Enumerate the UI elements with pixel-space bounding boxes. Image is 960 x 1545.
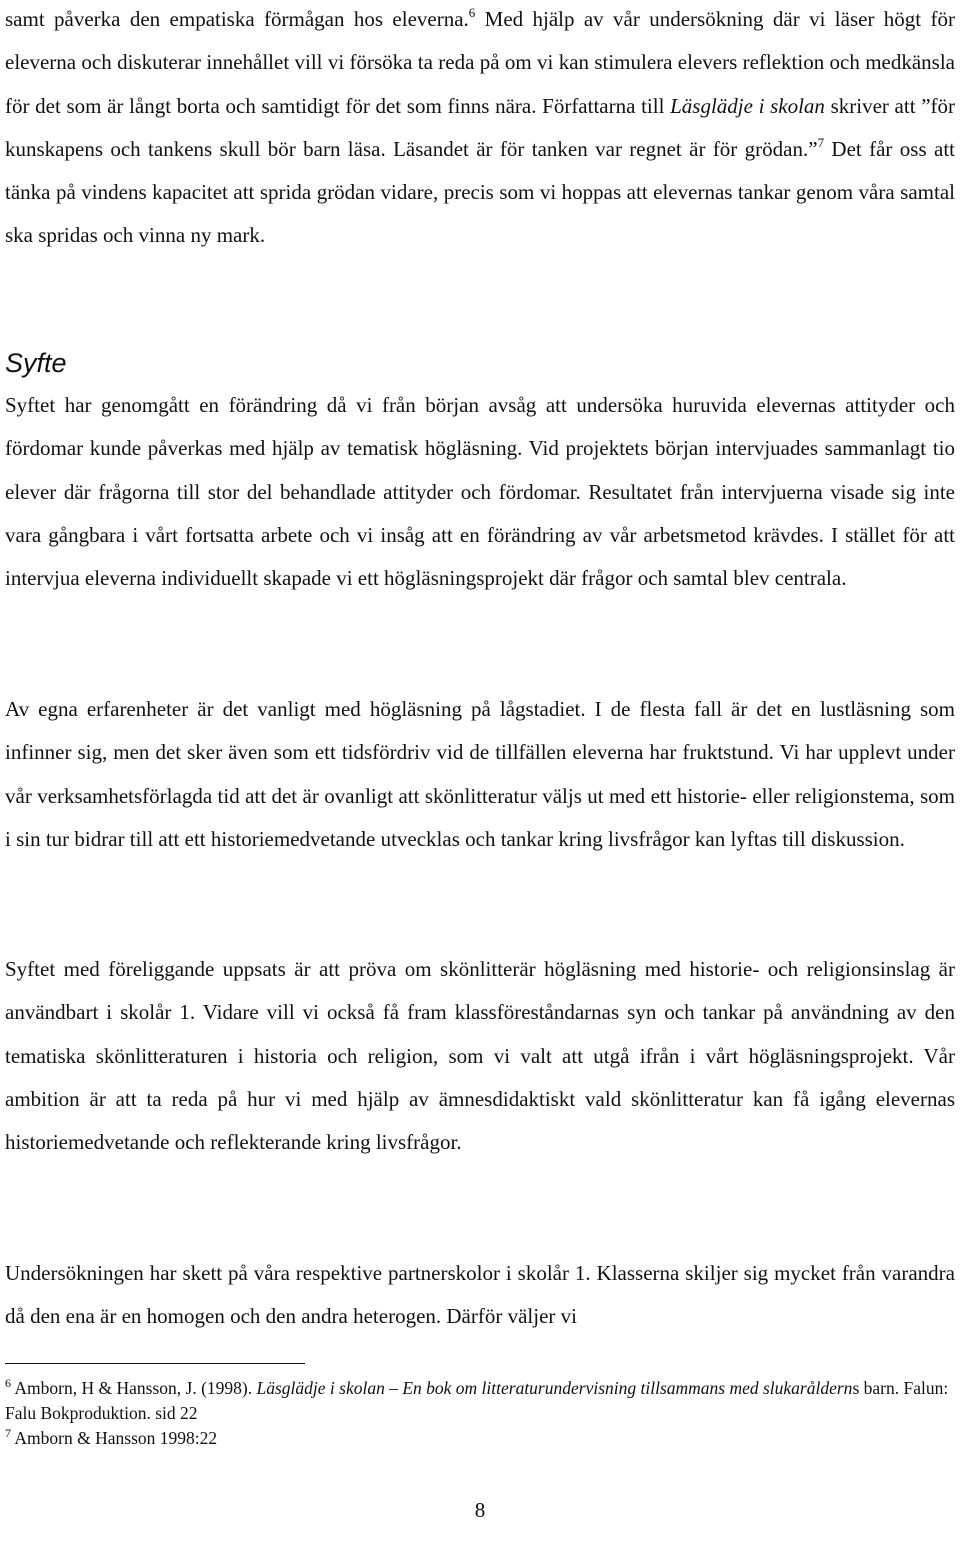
footnote-7-text: Amborn & Hansson 1998:22 — [11, 1428, 218, 1448]
footnote-7-number: 7 — [5, 1426, 11, 1440]
paragraph-syfte-4: Undersökningen har skett på våra respektive partnerskolor i skolår 1. Klasserna skiljer sig mycket från varandra då den ena är en homogen och den andra heterogen. Därför väljer vi — [5, 1261, 955, 1329]
footnote-divider — [5, 1363, 305, 1364]
page-number: 8 — [474, 1498, 486, 1522]
footnote-6-book-title: Läsglädje i skolan – En bok om litteraturundervisning tillsammans med slukaråldern — [256, 1378, 853, 1398]
paragraph-intro-text-2: skriver att ”för kunskapens och tankens skull bör barn läsa. Läsandet är för tanken var regnet är för grödan.” — [5, 93, 955, 161]
footnote-6 — [5, 1376, 955, 1426]
paragraph-syfte-2: Av egna erfarenheter är det vanligt med högläsning på lågstadiet. I de flesta fall är det en lustläsning som infinner sig, men det sker även som ett tidsfördriv vid de tillfällen eleverna har fruktstund. Vi har upplevt under vår verksamhetsförlagda tid att det är ovanligt att skönlitteratur väljs ut med ett historie- eller religionstema, som i sin tur bidrar till att ett historiemedvetande utvecklas och tankar kring livsfrågor kan lyftas till diskussion. — [5, 697, 955, 851]
footnote-ref-7[interactable]: 7 — [817, 134, 825, 150]
section-heading-syfte: Syfte — [5, 348, 67, 378]
footnote-6-number: 6 — [5, 1376, 11, 1390]
footnote-6-text-c: . Falun: Falu Bokproduktion. sid 22 — [5, 1378, 949, 1423]
book-title: Läsglädje i skolan — [670, 93, 825, 118]
paragraph-intro — [5, 0, 955, 258]
footnote-7 — [5, 1426, 955, 1451]
footnote-6-text-a: Amborn, H & Hansson, J. (1998). — [11, 1378, 257, 1398]
footnote-ref-6[interactable]: 6 — [468, 5, 476, 20]
paragraph-syfte-1: Syftet har genomgått en förändring då vi från början avsåg att undersöka huruvida elevernas attityder och fördomar kunde påverkas med hjälp av tematisk högläsning. Vid projektets början intervjuades sammanlagt tio elever där frågorna till stor del behandlade attityder och fördomar. Resultatet från intervjuerna visade sig inte vara gångbara i vårt fortsatta arbete och vi insåg att en förändring av vår arbetsmetod krävdes. I stället för att intervjua eleverna individuellt skapade vi ett högläsningsprojekt där frågor och samtal blev centrala. — [5, 393, 955, 591]
paragraph-intro-text-1: Med hjälp av vår undersökning där vi läser högt för eleverna och diskuterar innehållet vill vi försöka ta reda på om vi kan stimulera elevers reflektion och medkänsla för det som är långt borta och samtidigt för det som finns nära. Författarna till — [5, 7, 955, 118]
paragraph-intro-text-3: Det får oss att tänka på vindens kapacitet att sprida grödan vidare, precis som vi hoppas att elevernas tankar genom våra samtal ska spridas och vinna ny mark. — [5, 136, 955, 248]
paragraph-syfte-3: Syftet med föreliggande uppsats är att pröva om skönlitterär högläsning med historie- och religionsinslag är användbart i skolår 1. Vidare vill vi också få fram klassföreståndarnas syn och tankar på användning av den tematiska skönlitteraturen i historia och religion, som vi valt att utgå ifrån i vårt högläsningsprojekt. Vår ambition är att ta reda på hur vi med hjälp av ämnesdidaktiskt vald skönlitteratur kan få igång elevernas historiemedvetande och reflekterande kring livsfrågor. — [5, 957, 955, 1155]
footnote-6-text-b: s barn — [852, 1378, 895, 1398]
paragraph-intro-lead: samt påverka den empatiska förmågan hos eleverna. — [5, 7, 469, 31]
document-page — [5, 0, 955, 1545]
